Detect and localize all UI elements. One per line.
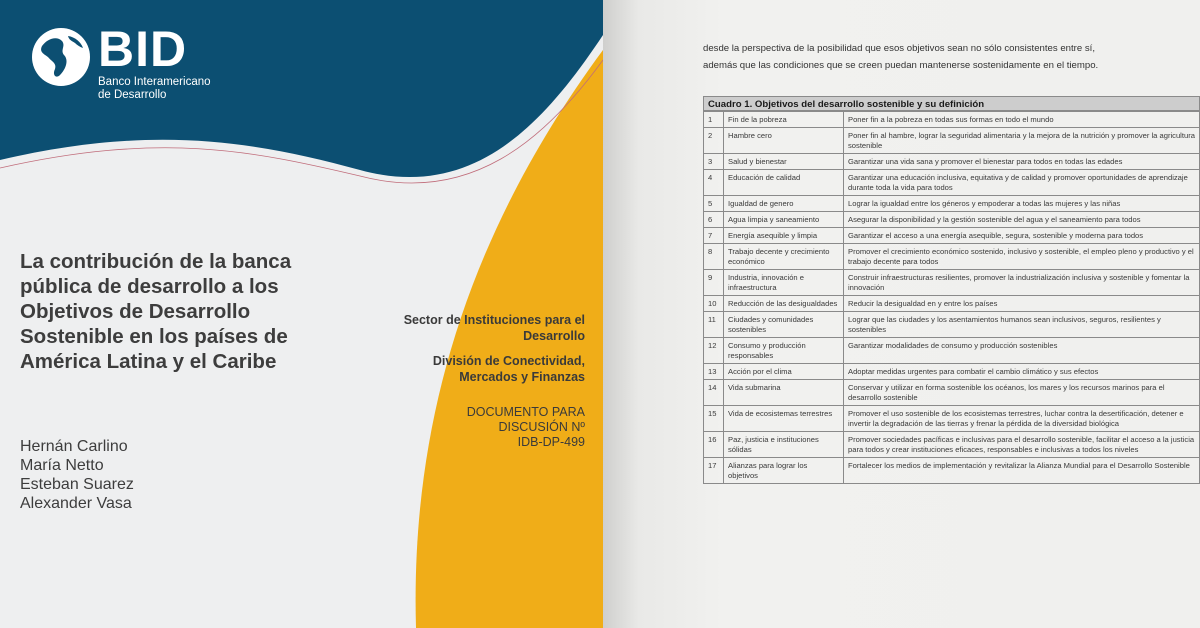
logo-subtitle-line-1: Banco Interamericano <box>98 76 211 88</box>
goal-definition: Lograr la igualdad entre los géneros y empoderar a todas las mujeres y las niñas <box>844 196 1200 212</box>
division-label: División de Conectividad, Mercados y Finanzas <box>432 354 585 384</box>
goal-definition: Reducir la desigualdad en y entre los países <box>844 296 1200 312</box>
goal-number: 6 <box>704 212 724 228</box>
goal-objective: Ciudades y comunidades sostenibles <box>724 312 844 338</box>
goal-objective: Consumo y producción responsables <box>724 338 844 364</box>
goal-number: 17 <box>704 458 724 484</box>
sdg-table <box>703 111 1200 484</box>
goal-objective: Educación de calidad <box>724 170 844 196</box>
logo-subtitle-line-2: de Desarrollo <box>98 89 167 101</box>
table-row <box>704 128 1200 154</box>
goal-definition: Garantizar modalidades de consumo y producción sostenibles <box>844 338 1200 364</box>
intro-line: desde la perspectiva de la posibilidad que esos objetivos sean no sólo consistentes entre sí, <box>703 43 1095 54</box>
goal-objective: Igualdad de genero <box>724 196 844 212</box>
table-row <box>704 228 1200 244</box>
goal-objective: Acción por el clima <box>724 364 844 380</box>
goal-number: 1 <box>704 112 724 128</box>
intro-paragraph <box>703 40 1123 74</box>
goal-definition: Lograr que las ciudades y los asentamientos humanos sean inclusivos, seguros, resilientes y sostenibles <box>844 312 1200 338</box>
goal-objective: Trabajo decente y crecimiento económico <box>724 244 844 270</box>
table-row <box>704 364 1200 380</box>
table-row <box>704 154 1200 170</box>
goal-number: 9 <box>704 270 724 296</box>
goal-number: 3 <box>704 154 724 170</box>
goal-definition: Promover sociedades pacíficas e inclusivas para el desarrollo sostenible, facilitar el acceso a la justicia para todos y crear instituciones eficaces, responsables e inclusivas a todos los niveles <box>844 432 1200 458</box>
author-list <box>20 437 134 513</box>
goal-number: 14 <box>704 380 724 406</box>
table-row <box>704 312 1200 338</box>
table-row <box>704 112 1200 128</box>
goal-number: 16 <box>704 432 724 458</box>
bid-logo <box>30 21 211 102</box>
table-row <box>704 338 1200 364</box>
inner-page <box>603 0 1200 628</box>
goal-definition: Poner fin a la pobreza en todas sus formas en todo el mundo <box>844 112 1200 128</box>
table-row <box>704 270 1200 296</box>
goal-number: 8 <box>704 244 724 270</box>
goal-objective: Energía asequible y limpia <box>724 228 844 244</box>
goal-definition: Promover el crecimiento económico sostenido, inclusivo y sostenible, el empleo pleno y productivo y el trabajo decente para todos <box>844 244 1200 270</box>
goal-objective: Fin de la pobreza <box>724 112 844 128</box>
goal-definition: Fortalecer los medios de implementación y revitalizar la Alianza Mundial para el Desarrollo Sostenible <box>844 458 1200 484</box>
goal-number: 2 <box>704 128 724 154</box>
goal-number: 11 <box>704 312 724 338</box>
goal-objective: Vida submarina <box>724 380 844 406</box>
goal-number: 12 <box>704 338 724 364</box>
author-name: Esteban Suarez <box>20 476 134 493</box>
table-row <box>704 212 1200 228</box>
document-info <box>385 405 585 450</box>
doc-type-line-1: DOCUMENTO PARA <box>466 405 585 419</box>
goal-number: 15 <box>704 406 724 432</box>
goal-definition: Garantizar el acceso a una energía asequible, segura, sostenible y moderna para todos <box>844 228 1200 244</box>
table-row <box>704 406 1200 432</box>
goal-definition: Promover el uso sostenible de los ecosistemas terrestres, luchar contra la desertificación, detener e invertir la degradación de las tierras y frenar la pérdida de la diversidad biológica <box>844 406 1200 432</box>
goal-number: 10 <box>704 296 724 312</box>
author-name: Hernán Carlino <box>20 438 128 455</box>
doc-id: IDB-DP-499 <box>517 435 585 449</box>
goal-number: 5 <box>704 196 724 212</box>
goal-definition: Construir infraestructuras resilientes, promover la industrialización inclusiva y sostenible y fomentar la innovación <box>844 270 1200 296</box>
goal-objective: Salud y bienestar <box>724 154 844 170</box>
table-row <box>704 458 1200 484</box>
goal-objective: Industria, innovación e infraestructura <box>724 270 844 296</box>
table-row <box>704 244 1200 270</box>
goal-objective: Hambre cero <box>724 128 844 154</box>
sector-label: Sector de Instituciones para el Desarrollo <box>403 313 585 343</box>
author-name: Alexander Vasa <box>20 495 132 512</box>
goal-definition: Adoptar medidas urgentes para combatir el cambio climático y sus efectos <box>844 364 1200 380</box>
goal-number: 7 <box>704 228 724 244</box>
goal-objective: Alianzas para lograr los objetivos <box>724 458 844 484</box>
table-row <box>704 380 1200 406</box>
goal-objective: Agua limpia y saneamiento <box>724 212 844 228</box>
goal-objective: Vida de ecosistemas terrestres <box>724 406 844 432</box>
table-row <box>704 170 1200 196</box>
goal-definition: Garantizar una vida sana y promover el bienestar para todos en todas las edades <box>844 154 1200 170</box>
goal-definition: Conservar y utilizar en forma sostenible los océanos, los mares y los recursos marinos para el desarrollo sostenible <box>844 380 1200 406</box>
doc-type-line-2: DISCUSIÓN Nº <box>498 420 585 434</box>
goal-objective: Reducción de las desigualdades <box>724 296 844 312</box>
author-name: María Netto <box>20 457 104 474</box>
document-title: La contribución de la banca pública de desarrollo a los Objetivos de Desarrollo Sostenible en los países de América Latina y el Caribe <box>20 250 292 373</box>
table-row <box>704 432 1200 458</box>
logo-wordmark: BID <box>98 21 188 77</box>
table-row <box>704 296 1200 312</box>
goal-objective: Paz, justicia e instituciones sólidas <box>724 432 844 458</box>
globe-icon <box>30 26 92 88</box>
goal-number: 4 <box>704 170 724 196</box>
intro-line: además que las condiciones que se creen puedan mantenerse sostenidamente en el tiempo. <box>703 60 1099 71</box>
goal-definition: Poner fin al hambre, lograr la seguridad alimentaria y la mejora de la nutrición y promover la agricultura sostenible <box>844 128 1200 154</box>
goal-definition: Garantizar una educación inclusiva, equitativa y de calidad y promover oportunidades de aprendizaje durante toda la vida para todos <box>844 170 1200 196</box>
table-row <box>704 196 1200 212</box>
goal-number: 13 <box>704 364 724 380</box>
goal-definition: Asegurar la disponibilidad y la gestión sostenible del agua y el saneamiento para todos <box>844 212 1200 228</box>
table-title: Cuadro 1. Objetivos del desarrollo sostenible y su definición <box>703 96 1200 111</box>
